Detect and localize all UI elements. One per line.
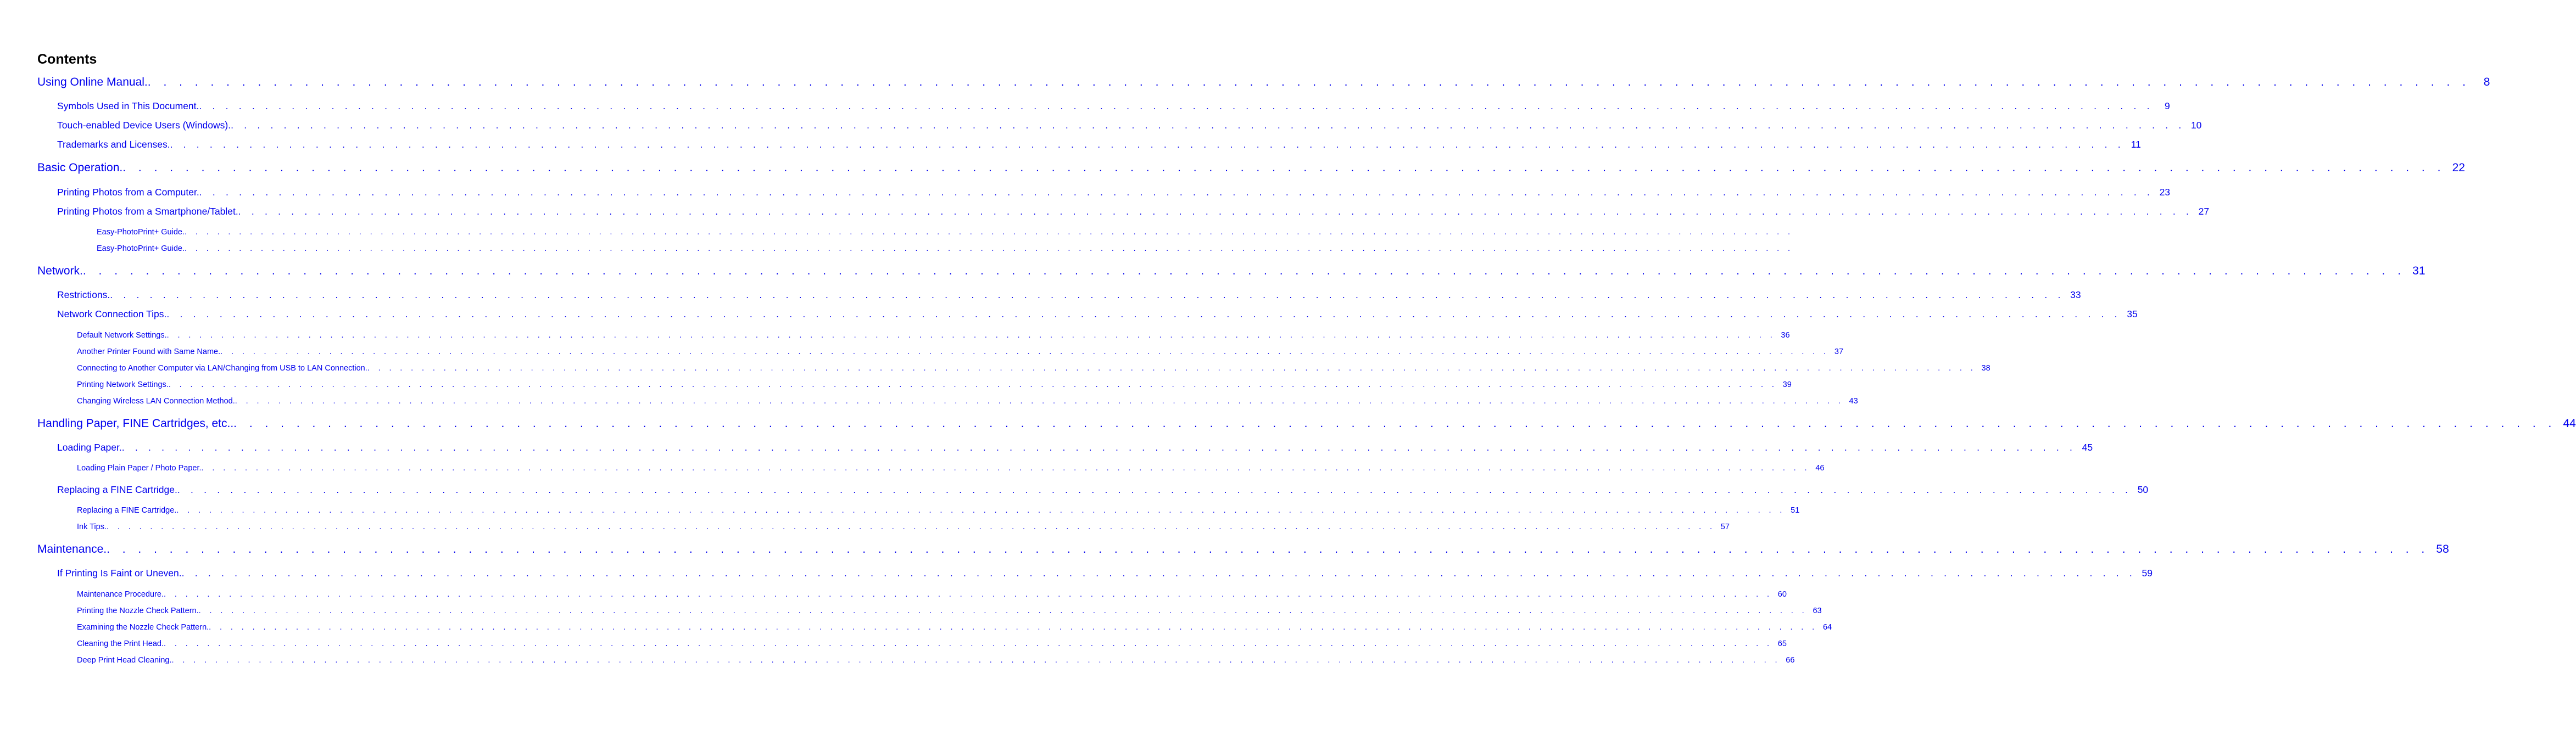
toc-entry-label: Maintenance. [37, 543, 107, 555]
toc-page-number: 27 [2198, 206, 2210, 217]
toc-entry-level3[interactable] [77, 346, 1844, 357]
toc-entry-label: Ink Tips. [77, 523, 107, 531]
dot-leader: . . . . . . . . . . . . . . . . . . . . . . . . . . . . . . . . . . . . . . . . . . . . . . . . . . . . . . . . . . . . . . . . . . . . . . . . . . . . . . . . . . . . . . . . . . . . . . . . . . . . . . . . . . . . . . . . . . . . . . . . . . . . . . . . . . . . . . . . . . . . . . . . . . . . [185, 244, 1793, 253]
dot-leader: . . . . . . . . . . . . . . . . . . . . . . . . . . . . . . . . . . . . . . . . . . . . . . . . . . . . . . . . . . . . . . . . . . . . . . . . . . . . . . . . . . . . . . . . . . . . . . . . . . . . . . . . . . . . . . . . . . . . . . . . . . . . . . . . . . . . . . . . . . . . . . . . . . . . [166, 331, 1776, 340]
toc-entry-label: Trademarks and Licenses. [57, 139, 170, 150]
dot-leader: . . . . . . . . . . . . . . . . . . . . . . . . . . . . . . . . . . . . . . . . . . . . . . . . . . . . . . . . . . . . . . . . . . . . . . . . . . . . . . . . . . . . . . . . . . . . . . . . . . . . . . . . . . . . . . . . . . . . . . . . . . . . . . . . . . . . . . . . . . . . . . . . . . . . [185, 228, 1793, 237]
toc-entry-label: Another Printer Found with Same Name. [77, 347, 221, 356]
toc-entry-level2[interactable] [57, 99, 2170, 113]
dot-leader: . . . . . . . . . . . . . . . . . . . . . . . . . . . . . . . . . . . . . . . . . . . . . . . . . . . . . . . . . . . . . . . . . . . . . . . . . . . . . . . . . . . . . . . . . . . . . . . . . . . . . . . . . . . . . . . . . . . . . . . . . . . . . . . . . . . . . . . . . . . . . . . . . . . . [181, 568, 2136, 579]
toc-entry-label: Easy-PhotoPrint+ Guide. [97, 244, 185, 253]
dot-leader: . . . . . . . . . . . . . . . . . . . . . . . . . . . . . . . . . . . . . . . . . . . . . . . . . . . . . . . . . . . . . . . . . . . . . . . . . . . . . . . . . . . . . . . . . . . . . . . . . . . . . . . . . . . . . . . . . . . . . . . . . . . . . . . . . . . . . . . . . . . . . . . . . . . . [177, 484, 2132, 495]
toc-entry-level3[interactable] [77, 463, 1825, 474]
toc-page-number: 22 [2452, 161, 2465, 174]
toc-entry-label: Handling Paper, FINE Cartridges, etc.. [37, 417, 234, 430]
toc-entry-label: Loading Paper. [57, 442, 122, 453]
dot-leader: . . . . . . . . . . . . . . . . . . . . . . . . . . . . . . . . . . . . . . . . . . . . . . . . . . . . . . . . . . . . . . . . . . . . . . . . . . . . . . . . . . . . . . . . . . . . . . . . . . . . . . . . . . . . . . . . . . . . . . . . . . . . . . . . . . . . . . . . . . . . . . . . . . . . [82, 265, 2406, 277]
toc-entry-level2[interactable] [57, 307, 2138, 321]
toc-entry-level2[interactable] [57, 566, 2153, 580]
toc-entry-label: Changing Wireless LAN Connection Method. [77, 397, 235, 406]
toc-entry-level1[interactable] [37, 416, 2576, 431]
toc-entry-level2[interactable] [57, 119, 2202, 132]
page-title: Contents [37, 52, 97, 67]
toc-page-number: 57 [1720, 523, 1730, 531]
toc-entry-level2[interactable] [57, 205, 2210, 218]
toc-page-number: 43 [1849, 397, 1858, 406]
toc-entry-level2[interactable] [57, 441, 2093, 454]
toc-entry-label: Loading Plain Paper / Photo Paper. [77, 464, 202, 473]
toc-page-number: 58 [2436, 543, 2449, 555]
toc-entry-level3[interactable] [97, 227, 1793, 238]
toc-entry-level2[interactable] [57, 138, 2141, 151]
toc-page-number: 10 [2190, 120, 2202, 131]
toc-page-number: 37 [1834, 347, 1844, 356]
dot-leader: . . . . . . . . . . . . . . . . . . . . . . . . . . . . . . . . . . . . . . . . . . . . . . . . . . . . . . . . . . . . . . . . . . . . . . . . . . . . . . . . . . . . . . . . . . . . . . . . . . . . . . . . . . . . . . . . . . . . . . . . . . . . . . . . . . . . . . . . . . . . . . . . . . . . [201, 464, 1810, 473]
toc-page-number: 45 [2082, 442, 2093, 453]
dot-leader: . . . . . . . . . . . . . . . . . . . . . . . . . . . . . . . . . . . . . . . . . . . . . . . . . . . . . . . . . . . . . . . . . . . . . . . . . . . . . . . . . . . . . . . . . . . . . . . . . . . . . . . . . . . . . . . . . . . . . . . . . . . . . . . . . . . . . . . . . . . . . . . . . . . . [231, 120, 2185, 131]
toc-entry-label: Basic Operation. [37, 161, 123, 174]
dot-leader: . . . . . . . . . . . . . . . . . . . . . . . . . . . . . . . . . . . . . . . . . . . . . . . . . . . . . . . . . . . . . . . . . . . . . . . . . . . . . . . . . . . . . . . . . . . . . . . . . . . . . . . . . . . . . . . . . . . . . . . . . . . . . . . . . . . . . . . . . . . . . . . . . . . . [164, 590, 1772, 599]
toc-entry-level3[interactable] [77, 638, 1787, 649]
toc-entry-level1[interactable] [37, 542, 2449, 557]
toc-page-number: 66 [1786, 656, 1795, 665]
dot-leader: . . . . . . . . . . . . . . . . . . . . . . . . . . . . . . . . . . . . . . . . . . . . . . . . . . . . . . . . . . . . . . . . . . . . . . . . . . . . . . . . . . . . . . . . . . . . . . . . . . . . . . . . . . . . . . . . . . . . . . . . . . . . . . . . . . . . . . . . . . . . . . . . . . . . [233, 417, 2556, 430]
toc-entry-level3[interactable] [97, 243, 1793, 254]
toc-page-number: 65 [1777, 639, 1787, 648]
dot-leader: . . . . . . . . . . . . . . . . . . . . . . . . . . . . . . . . . . . . . . . . . . . . . . . . . . . . . . . . . . . . . . . . . . . . . . . . . . . . . . . . . . . . . . . . . . . . . . . . . . . . . . . . . . . . . . . . . . . . . . . . . . . . . . . . . . . . . . . . . . . . . . . . . . . . [235, 397, 1844, 406]
toc-entry-label: Network. [37, 265, 83, 277]
dot-leader: . . . . . . . . . . . . . . . . . . . . . . . . . . . . . . . . . . . . . . . . . . . . . . . . . . . . . . . . . . . . . . . . . . . . . . . . . . . . . . . . . . . . . . . . . . . . . . . . . . . . . . . . . . . . . . . . . . . . . . . . . . . . . . . . . . . . . . . . . . . . . . . . . . . . [121, 442, 2077, 453]
toc-page-number: 31 [2412, 265, 2426, 277]
toc-entry-label: Cleaning the Print Head. [77, 639, 164, 648]
dot-leader: . . . . . . . . . . . . . . . . . . . . . . . . . . . . . . . . . . . . . . . . . . . . . . . . . . . . . . . . . . . . . . . . . . . . . . . . . . . . . . . . . . . . . . . . . . . . . . . . . . . . . . . . . . . . . . . . . . . . . . . . . . . . . . . . . . . . . . . . . . . . . . . . . . . . [166, 308, 2121, 319]
toc-entry-label: Replacing a FINE Cartridge. [77, 506, 177, 515]
toc-entry-label: Restrictions. [57, 289, 110, 300]
toc-page-number: 8 [2483, 76, 2490, 88]
toc-entry-label: If Printing Is Faint or Uneven. [57, 568, 182, 579]
toc-entry-level3[interactable] [77, 589, 1787, 600]
toc-entry-level2[interactable] [57, 483, 2149, 496]
toc-entry-label: Replacing a FINE Cartridge. [57, 484, 177, 495]
dot-leader: . . . . . . . . . . . . . . . . . . . . . . . . . . . . . . . . . . . . . . . . . . . . . . . . . . . . . . . . . . . . . . . . . . . . . . . . . . . . . . . . . . . . . . . . . . . . . . . . . . . . . . . . . . . . . . . . . . . . . . . . . . . . . . . . . . . . . . . . . . . . . . . . . . . . [171, 656, 1781, 665]
dot-leader: . . . . . . . . . . . . . . . . . . . . . . . . . . . . . . . . . . . . . . . . . . . . . . . . . . . . . . . . . . . . . . . . . . . . . . . . . . . . . . . . . . . . . . . . . . . . . . . . . . . . . . . . . . . . . . . . . . . . . . . . . . . . . . . . . . . . . . . . . . . . . . . . . . . . [168, 380, 1777, 389]
dot-leader: . . . . . . . . . . . . . . . . . . . . . . . . . . . . . . . . . . . . . . . . . . . . . . . . . . . . . . . . . . . . . . . . . . . . . . . . . . . . . . . . . . . . . . . . . . . . . . . . . . . . . . . . . . . . . . . . . . . . . . . . . . . . . . . . . . . . . . . . . . . . . . . . . . . . [238, 206, 2193, 217]
toc-page-number: 51 [1791, 506, 1800, 515]
dot-leader: . . . . . . . . . . . . . . . . . . . . . . . . . . . . . . . . . . . . . . . . . . . . . . . . . . . . . . . . . . . . . . . . . . . . . . . . . . . . . . . . . . . . . . . . . . . . . . . . . . . . . . . . . . . . . . . . . . . . . . . . . . . . . . . . . . . . . . . . . . . . . . . . . . . . [176, 506, 1786, 515]
toc-entry-level3[interactable] [77, 379, 1792, 390]
toc-entry-level1[interactable] [37, 160, 2465, 176]
dot-leader: . . . . . . . . . . . . . . . . . . . . . . . . . . . . . . . . . . . . . . . . . . . . . . . . . . . . . . . . . . . . . . . . . . . . . . . . . . . . . . . . . . . . . . . . . . . . . . . . . . . . . . . . . . . . . . . . . . . . . . . . . . . . . . . . . . . . . . . . . . . . . . . . . . . . [107, 523, 1715, 531]
toc-page-number: 46 [1815, 464, 1825, 473]
toc-entry-label: Printing Network Settings. [77, 380, 169, 389]
toc-entry-level3[interactable] [77, 363, 1990, 374]
dot-leader: . . . . . . . . . . . . . . . . . . . . . . . . . . . . . . . . . . . . . . . . . . . . . . . . . . . . . . . . . . . . . . . . . . . . . . . . . . . . . . . . . . . . . . . . . . . . . . . . . . . . . . . . . . . . . . . . . . . . . . . . . . . . . . . . . . . . . . . . . . . . . . . . . . . . [220, 347, 1830, 356]
toc-page-number: 63 [1813, 607, 1822, 615]
toc-entry-level3[interactable] [77, 505, 1800, 516]
dot-leader: . . . . . . . . . . . . . . . . . . . . . . . . . . . . . . . . . . . . . . . . . . . . . . . . . . . . . . . . . . . . . . . . . . . . . . . . . . . . . . . . . . . . . . . . . . . . . . . . . . . . . . . . . . . . . . . . . . . . . . . . . . . . . . . . . . . . . . . . . . . . . . . . . . . . [122, 161, 2445, 174]
toc-entry-label: Deep Print Head Cleaning. [77, 656, 172, 665]
toc-entry-label: Easy-PhotoPrint+ Guide. [97, 228, 185, 237]
toc-page-number: 23 [2159, 187, 2171, 198]
dot-leader: . . . . . . . . . . . . . . . . . . . . . . . . . . . . . . . . . . . . . . . . . . . . . . . . . . . . . . . . . . . . . . . . . . . . . . . . . . . . . . . . . . . . . . . . . . . . . . . . . . . . . . . . . . . . . . . . . . . . . . . . . . . . . . . . . . . . . . . . . . . . . . . . . . . . [209, 623, 1818, 632]
toc-entry-level3[interactable] [77, 622, 1832, 633]
toc-entry-level3[interactable] [77, 330, 1790, 341]
toc-entry-level2[interactable] [57, 288, 2081, 301]
dot-leader: . . . . . . . . . . . . . . . . . . . . . . . . . . . . . . . . . . . . . . . . . . . . . . . . . . . . . . . . . . . . . . . . . . . . . . . . . . . . . . . . . . . . . . . . . . . . . . . . . . . . . . . . . . . . . . . . . . . . . . . . . . . . . . . . . . . . . . . . . . . . . . . . . . . . [367, 364, 1976, 373]
toc-page-number: 64 [1822, 623, 1832, 632]
toc-entry-label: Symbols Used in This Document. [57, 100, 199, 111]
toc-entry-level3[interactable] [77, 396, 1858, 407]
toc-entry-label: Printing the Nozzle Check Pattern. [77, 607, 199, 615]
toc-page-number: 33 [2070, 289, 2081, 300]
toc-entry-label: Touch-enabled Device Users (Windows). [57, 120, 231, 131]
dot-leader: . . . . . . . . . . . . . . . . . . . . . . . . . . . . . . . . . . . . . . . . . . . . . . . . . . . . . . . . . . . . . . . . . . . . . . . . . . . . . . . . . . . . . . . . . . . . . . . . . . . . . . . . . . . . . . . . . . . . . . . . . . . . . . . . . . . . . . . . . . . . . . . . . . . . [198, 607, 1808, 615]
dot-leader: . . . . . . . . . . . . . . . . . . . . . . . . . . . . . . . . . . . . . . . . . . . . . . . . . . . . . . . . . . . . . . . . . . . . . . . . . . . . . . . . . . . . . . . . . . . . . . . . . . . . . . . . . . . . . . . . . . . . . . . . . . . . . . . . . . . . . . . . . . . . . . . . . . . . [164, 639, 1772, 648]
dot-leader: . . . . . . . . . . . . . . . . . . . . . . . . . . . . . . . . . . . . . . . . . . . . . . . . . . . . . . . . . . . . . . . . . . . . . . . . . . . . . . . . . . . . . . . . . . . . . . . . . . . . . . . . . . . . . . . . . . . . . . . . . . . . . . . . . . . . . . . . . . . . . . . . . . . . [199, 187, 2154, 198]
dot-leader: . . . . . . . . . . . . . . . . . . . . . . . . . . . . . . . . . . . . . . . . . . . . . . . . . . . . . . . . . . . . . . . . . . . . . . . . . . . . . . . . . . . . . . . . . . . . . . . . . . . . . . . . . . . . . . . . . . . . . . . . . . . . . . . . . . . . . . . . . . . . . . . . . . . . [199, 100, 2154, 111]
toc-entry-label: Connecting to Another Computer via LAN/Changing from USB to LAN Connection. [77, 364, 367, 373]
toc-page-number: 38 [1981, 364, 1990, 373]
toc-page-number: 44 [2563, 417, 2576, 430]
toc-entry-label: Using Online Manual. [37, 76, 148, 88]
toc-entry-label: Maintenance Procedure. [77, 590, 164, 599]
toc-page-number: 36 [1781, 331, 1790, 340]
toc-entry-level1[interactable] [37, 263, 2426, 279]
toc-page-number: 39 [1782, 380, 1792, 389]
toc-entry-label: Examining the Nozzle Check Pattern. [77, 623, 209, 632]
toc-page-number: 11 [2131, 139, 2141, 150]
dot-leader: . . . . . . . . . . . . . . . . . . . . . . . . . . . . . . . . . . . . . . . . . . . . . . . . . . . . . . . . . . . . . . . . . . . . . . . . . . . . . . . . . . . . . . . . . . . . . . . . . . . . . . . . . . . . . . . . . . . . . . . . . . . . . . . . . . . . . . . . . . . . . . . . . . . . [110, 289, 2065, 300]
toc-entry-level2[interactable] [57, 186, 2171, 199]
toc-page-number: 35 [2127, 308, 2138, 319]
toc-entry-level3[interactable] [77, 521, 1730, 532]
toc-entry-level1[interactable] [37, 75, 2490, 90]
toc-page-number: 9 [2164, 100, 2170, 111]
toc-page-number: 59 [2142, 568, 2153, 579]
toc-entry-level3[interactable] [77, 655, 1795, 666]
toc-entry-label: Printing Photos from a Computer. [57, 187, 199, 198]
dot-leader: . . . . . . . . . . . . . . . . . . . . . . . . . . . . . . . . . . . . . . . . . . . . . . . . . . . . . . . . . . . . . . . . . . . . . . . . . . . . . . . . . . . . . . . . . . . . . . . . . . . . . . . . . . . . . . . . . . . . . . . . . . . . . . . . . . . . . . . . . . . . . . . . . . . . [107, 543, 2429, 555]
toc-entry-label: Network Connection Tips. [57, 308, 167, 319]
toc-entry-label: Default Network Settings. [77, 331, 167, 340]
toc-page-number: 60 [1777, 590, 1787, 599]
toc-entry-level3[interactable] [77, 605, 1822, 616]
toc-entry-label: Printing Photos from a Smartphone/Tablet. [57, 206, 238, 217]
toc-page-number: 50 [2137, 484, 2149, 495]
dot-leader: . . . . . . . . . . . . . . . . . . . . . . . . . . . . . . . . . . . . . . . . . . . . . . . . . . . . . . . . . . . . . . . . . . . . . . . . . . . . . . . . . . . . . . . . . . . . . . . . . . . . . . . . . . . . . . . . . . . . . . . . . . . . . . . . . . . . . . . . . . . . . . . . . . . . [170, 139, 2125, 150]
dot-leader: . . . . . . . . . . . . . . . . . . . . . . . . . . . . . . . . . . . . . . . . . . . . . . . . . . . . . . . . . . . . . . . . . . . . . . . . . . . . . . . . . . . . . . . . . . . . . . . . . . . . . . . . . . . . . . . . . . . . . . . . . . . . . . . . . . . . . . . . . . . . . . . . . . . . [147, 76, 2471, 88]
